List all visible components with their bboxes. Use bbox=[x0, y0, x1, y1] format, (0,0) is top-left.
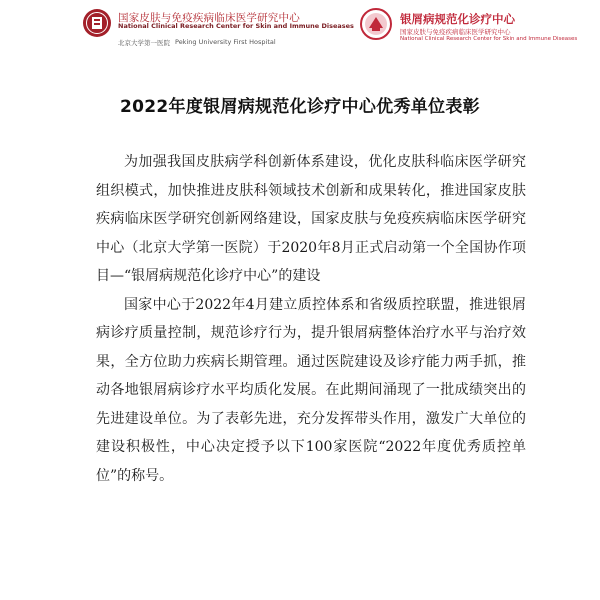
hospital-name-cn: 北京大学第一医院 bbox=[118, 39, 170, 47]
paragraph: 为加强我国皮肤病学科创新体系建设，优化皮肤科临床医学研究组织模式，加快推进皮肤科领域技术创新和成果转化，推进国家皮肤疾病临床医学研究创新网络建设，国家皮肤与免疫疾病临床医学研究中心（北京大学第一医院）于2020年8月正式启动第一个全国协作项目—“银屑病规范化诊疗中心”的建设 bbox=[96, 154, 526, 284]
research-center-seal-icon bbox=[82, 8, 112, 38]
psoriasis-center-sub-cn: 国家皮肤与免疫疾病临床医学研究中心 bbox=[400, 28, 511, 36]
psoriasis-center-sub-en: National Clinical Research Center for Skin and Immune Diseases bbox=[400, 36, 578, 42]
center-name-cn: 国家皮肤与免疫疾病临床医学研究中心 bbox=[118, 12, 300, 24]
psoriasis-center-name: 银屑病规范化诊疗中心 bbox=[400, 12, 515, 26]
center-name-en: National Clinical Research Center for Skin and Immune Diseases bbox=[118, 22, 354, 30]
letterhead bbox=[0, 0, 600, 56]
hospital-name-en: Peking University First Hospital bbox=[175, 38, 276, 46]
psoriasis-center-logo-icon bbox=[360, 8, 392, 40]
paragraph: 国家中心于2022年4月建立质控体系和省级质控联盟，推进银屑病诊疗质量控制，规范诊疗行为，提升银屑病整体治疗水平与治疗效果，全方位助力疾病长期管理。通过医院建设及诊疗能力两手抓，推动各地银屑病诊疗水平均质化发展。在此期间涌现了一批成绩突出的先进建设单位。为了表彰先进，充分发挥带头作用，激发广大单位的建设积极性，中心决定授予以下100家医院“2022年度优秀质控单位”的称号。 bbox=[96, 296, 526, 484]
page-title: 2022年度银屑病规范化诊疗中心优秀单位表彰 bbox=[120, 97, 480, 117]
body-text bbox=[96, 148, 526, 490]
